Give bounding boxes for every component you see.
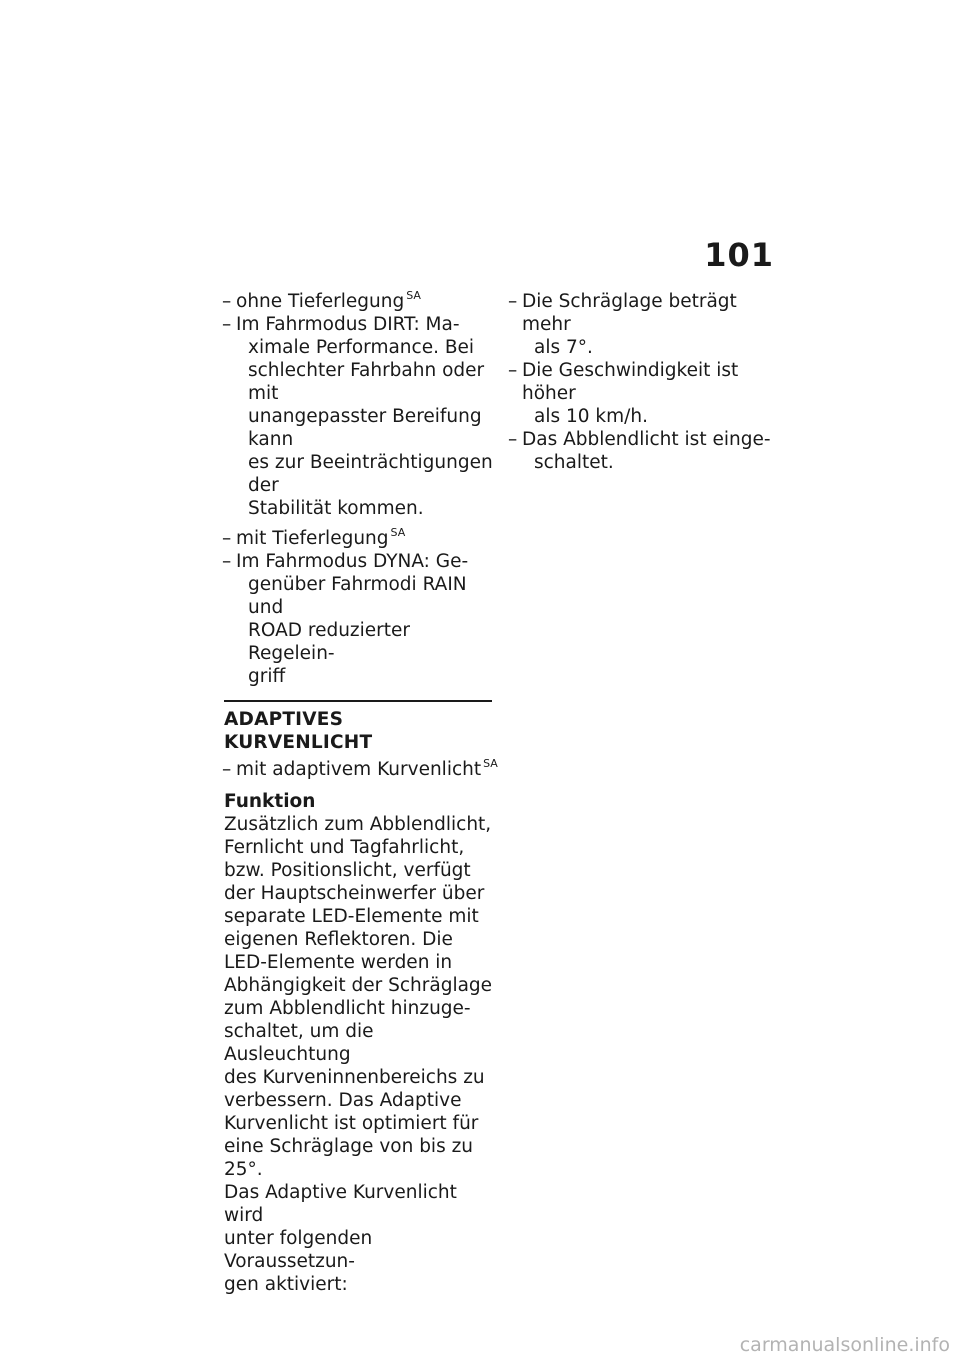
watermark-text: carmanualsonline.info xyxy=(739,1334,950,1356)
item-line: unangepasster Bereifung kann xyxy=(248,406,482,450)
paragraph-line: eine Schräglage von bis zu 25°. xyxy=(224,1136,474,1180)
condition-without-lowering xyxy=(224,290,494,313)
list-item-dyna-mode xyxy=(224,550,494,688)
condition-text: mit Tieferlegung xyxy=(236,528,389,549)
paragraph-line: Zusätzlich zum Abblendlicht, xyxy=(224,814,492,835)
item-line: Das Abblendlicht ist einge- xyxy=(522,429,771,450)
right-column xyxy=(510,290,780,474)
paragraph-function xyxy=(224,813,494,1181)
item-line: griff xyxy=(248,666,286,687)
item-line: Im Fahrmodus DIRT: Ma- xyxy=(236,314,460,335)
special-equipment-marker: SA xyxy=(406,289,421,302)
item-line: schlechter Fahrbahn oder mit xyxy=(248,360,485,404)
paragraph-line: eigenen Reflektoren. Die xyxy=(224,929,453,950)
section-title: ADAPTIVES KURVENLICHT xyxy=(224,709,373,753)
item-line: Im Fahrmodus DYNA: Ge- xyxy=(236,551,469,572)
paragraph-line: gen aktiviert: xyxy=(224,1274,348,1295)
item-line: Die Schräglage beträgt mehr xyxy=(522,291,737,335)
item-line: als 10 km/h. xyxy=(534,406,648,427)
item-line: als 7°. xyxy=(534,337,593,358)
condition-adaptive-light xyxy=(224,757,498,781)
item-line: Die Geschwindigkeit ist höher xyxy=(522,360,739,404)
page-number: 101 xyxy=(704,236,774,274)
list-item-lean-angle xyxy=(510,290,780,359)
paragraph-line: unter folgenden Voraussetzun- xyxy=(224,1228,373,1272)
item-line: ROAD reduzierter Regelein- xyxy=(248,620,411,664)
paragraph-line: Kurvenlicht ist optimiert für xyxy=(224,1113,479,1134)
paragraph-line: bzw. Positionslicht, verfügt xyxy=(224,860,471,881)
paragraph-line: Das Adaptive Kurvenlicht wird xyxy=(224,1182,457,1226)
section-divider xyxy=(224,700,492,702)
paragraph-line: Fernlicht und Tagfahrlicht, xyxy=(224,837,465,858)
item-line: genüber Fahrmodi RAIN und xyxy=(248,574,467,618)
paragraph-line: verbessern. Das Adaptive xyxy=(224,1090,462,1111)
paragraph-line: zum Abblendlicht hinzuge- xyxy=(224,998,471,1019)
paragraph-line: des Kurveninnenbereichs zu xyxy=(224,1067,485,1088)
condition-text: ohne Tieferlegung xyxy=(236,291,405,312)
condition-with-lowering xyxy=(224,527,494,550)
item-line: ximale Performance. Bei xyxy=(248,337,475,358)
special-equipment-marker: SA xyxy=(483,757,498,770)
list-item-low-beam xyxy=(510,428,780,474)
item-line: Stabilität kommen. xyxy=(248,498,424,519)
paragraph-line: Abhängigkeit der Schräglage xyxy=(224,975,493,996)
paragraph-line: der Hauptscheinwerfer über xyxy=(224,883,485,904)
condition-text: mit adaptivem Kurvenlicht xyxy=(236,759,482,780)
item-line: schaltet. xyxy=(534,452,614,473)
subheading-function: Funktion xyxy=(224,791,316,812)
left-column xyxy=(224,289,498,1296)
paragraph-line: schaltet, um die Ausleuchtung xyxy=(224,1021,374,1065)
item-line: es zur Beeinträchtigungen der xyxy=(248,452,493,496)
paragraph-line: separate LED-Elemente mit xyxy=(224,906,479,927)
paragraph-activation xyxy=(224,1181,494,1296)
paragraph-line: LED-Elemente werden in xyxy=(224,952,453,973)
list-item-dirt-mode xyxy=(224,313,494,520)
special-equipment-marker: SA xyxy=(390,526,406,539)
list-item-speed xyxy=(510,359,780,428)
